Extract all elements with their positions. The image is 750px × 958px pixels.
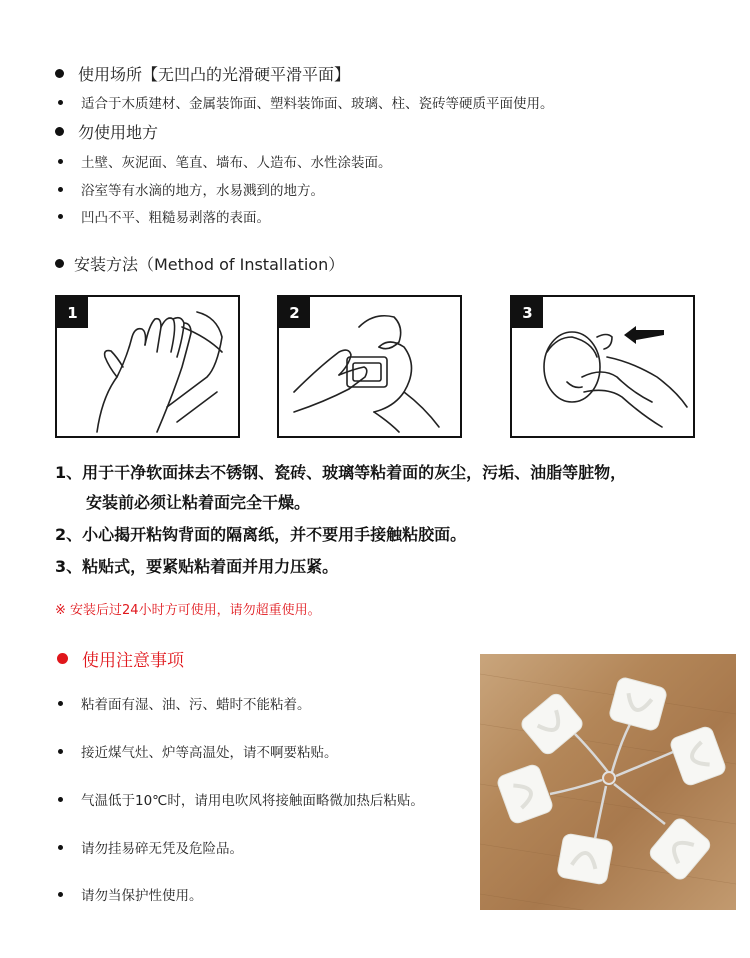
list-item: 土壁、灰泥面、笔直、墙布、人造布、水性涂装面。 bbox=[58, 151, 392, 171]
press-hook-icon bbox=[512, 297, 693, 436]
bullet-icon bbox=[58, 845, 63, 850]
step-number-badge: 3 bbox=[512, 297, 543, 328]
bullet-icon bbox=[58, 159, 63, 164]
install-panel-3 bbox=[510, 295, 695, 438]
hands-wiping-icon bbox=[57, 297, 238, 436]
bullet-icon bbox=[58, 797, 63, 802]
bullet-icon bbox=[58, 214, 63, 219]
list-item: 请勿当保护性使用。 bbox=[58, 884, 203, 904]
list-item: 粘着面有湿、油、污、蜡时不能粘着。 bbox=[58, 693, 311, 713]
hooks-photo-image bbox=[480, 654, 736, 910]
usage-heading-text: 使用场所【无凹凸的光滑硬平滑平面】 bbox=[78, 65, 351, 84]
bullet-icon bbox=[55, 69, 64, 78]
install-step-1: 1、用于干净软面抹去不锈钢、瓷砖、玻璃等粘着面的灰尘，污垢、油脂等脏物， bbox=[55, 463, 627, 482]
bullet-icon bbox=[58, 749, 63, 754]
caution-heading: 使用注意事项 bbox=[57, 646, 184, 671]
bullet-icon bbox=[55, 259, 64, 268]
install-panel-1 bbox=[55, 295, 240, 438]
install-step-3: 3、粘贴式，要紧贴粘着面并用力压紧。 bbox=[55, 557, 339, 576]
install-note: ※ 安装后过24小时方可使用，请勿超重使用。 bbox=[55, 603, 321, 618]
step-number-badge: 1 bbox=[57, 297, 88, 328]
step-number-badge: 2 bbox=[279, 297, 310, 328]
list-item: 请勿挂易碎无凭及危险品。 bbox=[58, 837, 243, 857]
list-item: 接近煤气灶、炉等高温处，请不啊要粘贴。 bbox=[58, 741, 338, 761]
list-item: 适合于木质建材、金属装饰面、塑料装饰面、玻璃、柱、瓷砖等硬质平面使用。 bbox=[58, 92, 554, 112]
product-photo bbox=[480, 654, 736, 910]
bullet-icon bbox=[58, 892, 63, 897]
list-item: 浴室等有水滴的地方，水易溅到的地方。 bbox=[58, 179, 324, 199]
peel-backing-icon bbox=[279, 297, 460, 436]
usage-heading bbox=[55, 62, 350, 85]
bullet-icon bbox=[55, 127, 64, 136]
red-bullet-icon bbox=[57, 653, 68, 664]
install-step-1-cont: 安装前必须让粘着面完全干燥。 bbox=[86, 493, 311, 512]
bullet-icon bbox=[58, 100, 63, 105]
install-panel-2 bbox=[277, 295, 462, 438]
bullet-icon bbox=[58, 701, 63, 706]
install-heading: 安装方法（Method of Installation） bbox=[55, 252, 344, 275]
install-step-2: 2、小心揭开粘钩背面的隔离纸，并不要用手接触粘胶面。 bbox=[55, 525, 467, 544]
list-item: 凹凸不平、粗糙易剥落的表面。 bbox=[58, 206, 270, 226]
not-use-heading: 勿使用地方 bbox=[55, 120, 158, 143]
list-item: 气温低于10℃时，请用电吹风将接触面略微加热后粘贴。 bbox=[58, 789, 424, 809]
bullet-icon bbox=[58, 187, 63, 192]
